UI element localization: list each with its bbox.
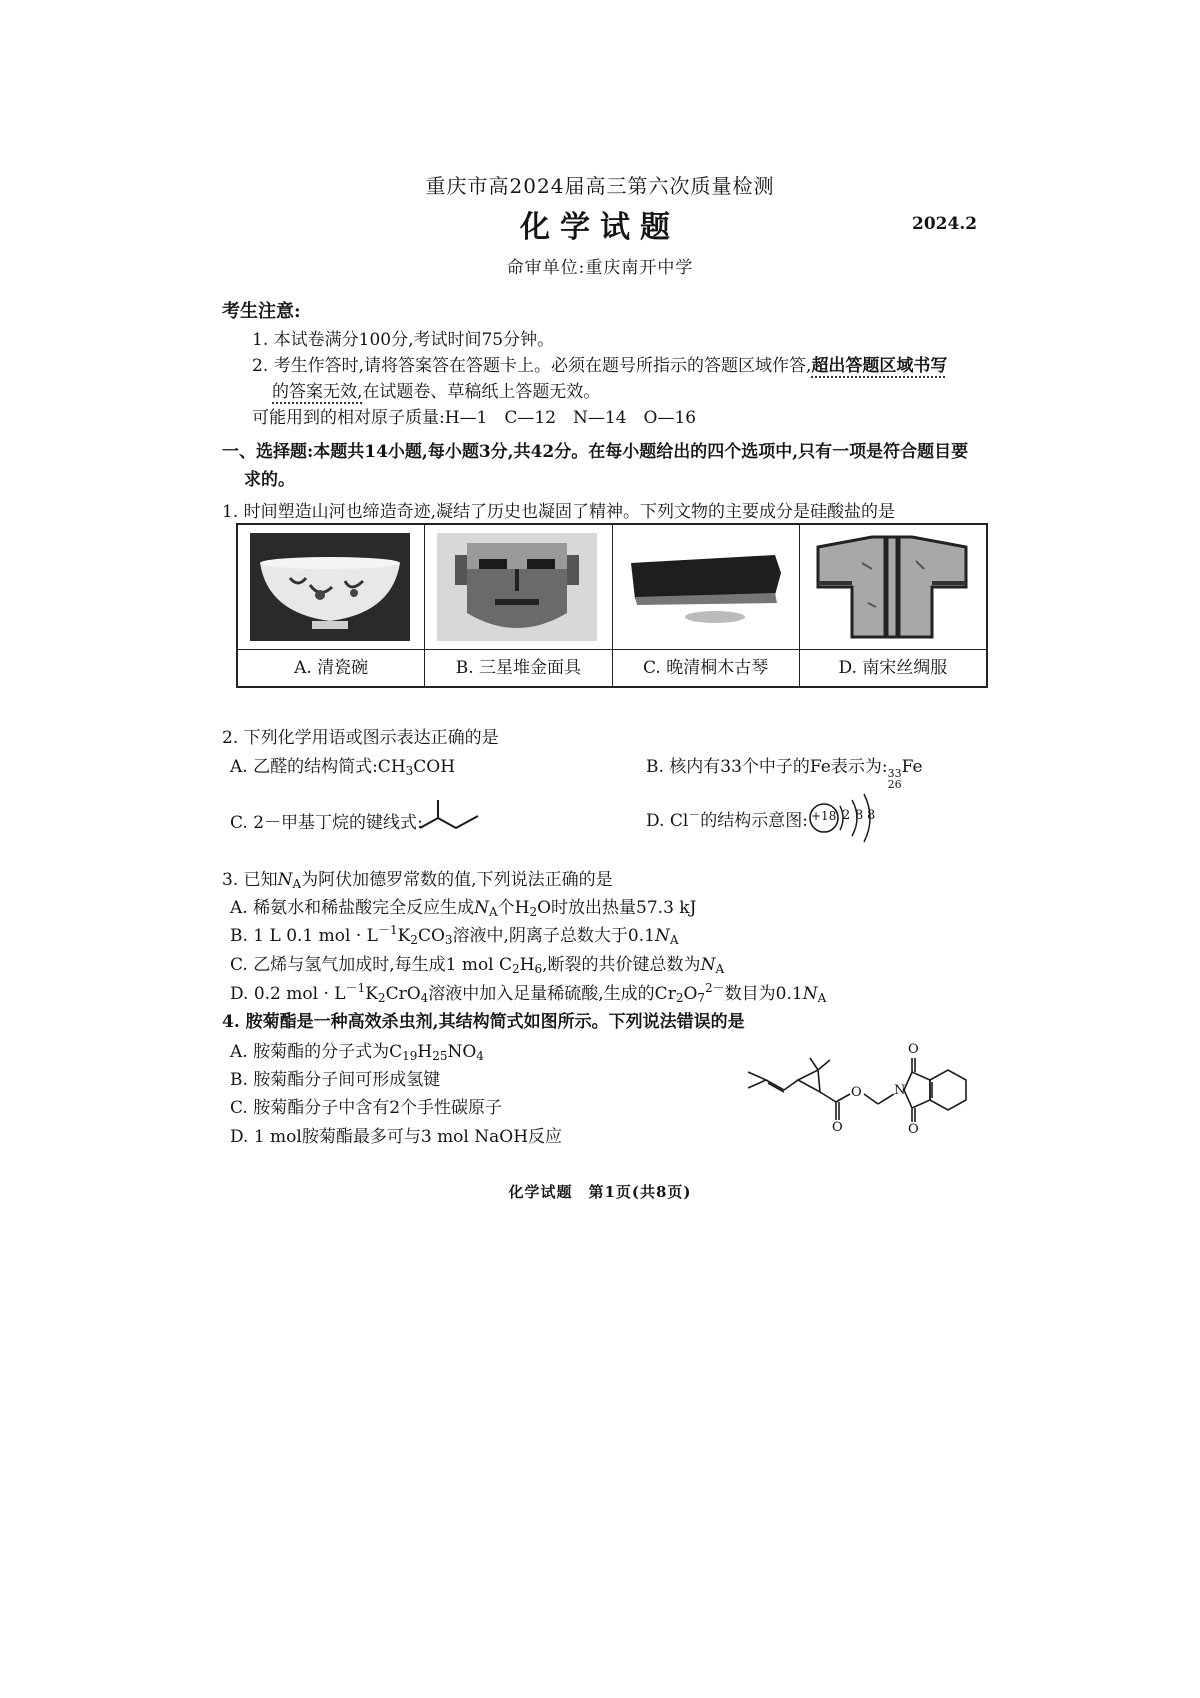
q2-stem: 2. 下列化学用语或图示表达正确的是 [222,728,499,748]
q3-c-na: N [700,955,716,975]
exam-heading: 重庆市高2024届高三第六次质量检测 [425,174,775,198]
tetramethrin-bonds [744,1040,994,1140]
q2-option-b [646,752,923,790]
chloride-ion-diagram [806,792,886,844]
relic-cell-d [800,525,986,686]
q4-option-a [230,1037,484,1063]
q3-b-sub2: 3 [444,933,453,947]
chloride-shell-3: 8 [867,808,876,823]
q3-d-sup2: 2－ [705,981,725,995]
notice-item-2d: 在试题卷、草稿纸上答题无效。 [362,382,601,402]
q3-a-sub: 2 [529,905,538,919]
atom-ester-o: O [851,1085,862,1100]
q3-d-1: D. 0.2 mol · L [230,984,346,1004]
q3-c-2: H [519,955,535,975]
q3-stem-na: N [277,870,293,890]
q2-b-nuclide [888,768,902,790]
notice-item-2a: 2. 考生作答时,请将答案答在答题卡上。必须在题号所指示的答题区域作答, [252,356,812,376]
issuing-unit: 命审单位:重庆南开中学 [506,258,694,278]
q2-a-sub: 3 [405,764,414,778]
q3-d-sub3: 2 [675,991,684,1005]
chloride-nucleus: +18 [811,809,837,823]
q3-c-1: C. 乙烯与氢气加成时,每生成1 mol C [230,955,513,975]
q3-d-na: N [802,984,818,1004]
q3-d-sub2: 4 [420,991,429,1005]
q3-d-na-sub: A [817,991,827,1005]
q4-option-d: D. 1 mol胺菊酯最多可与3 mol NaOH反应 [230,1127,563,1147]
q3-option-c [230,950,724,976]
relic-cell-a [238,525,425,686]
q2-option-c: C. 2－甲基丁烷的键线式: [230,813,423,833]
q4-option-c: C. 胺菊酯分子中含有2个手性碳原子 [230,1098,503,1118]
notice-item-2b: 超出答题区域书写 [811,356,948,376]
q2-d-sup: － [688,808,701,822]
q3-c-sub1: 2 [512,962,520,976]
q3-a-2: 个H [497,898,530,918]
porcelain-bowl-image [250,533,410,641]
atom-imide-o-top: O [908,1042,919,1057]
q3-d-sub4: 7 [697,991,706,1005]
q3-d-4: 溶液中加入足量稀硫酸,生成的Cr [428,984,676,1004]
q1-stem: 1. 时间塑造山河也缔造奇迹,凝结了历史也凝固了精神。下列文物的主要成分是硅酸盐的是 [222,502,896,522]
q2-option-a [230,752,455,778]
q4-a-2: H [417,1042,433,1062]
relics-table [236,523,988,688]
notice-item-2 [252,351,947,376]
q2-option-d [646,806,808,831]
q3-stem-a: 3. 已知 [222,870,278,890]
notice-item-2-cont [272,377,600,402]
atom-imide-o-bottom: O [908,1122,919,1137]
exam-date: 2024.2 [912,214,978,234]
q4-option-b: B. 胺菊酯分子间可形成氢键 [230,1070,441,1090]
q3-d-sub1: 2 [377,991,386,1005]
q3-c-sub2: 6 [534,962,543,976]
q3-a-na-sub: A [488,905,498,919]
q3-d-3: CrO [385,984,421,1004]
relic-label-a: A. 清瓷碗 [238,649,424,686]
relic-label-b: B. 三星堆金面具 [425,649,611,686]
subject-title: 化学试题 [520,210,680,245]
tetramethrin-structure [744,1040,994,1140]
atom-carbonyl-o: O [832,1120,843,1135]
silk-robe-image [812,533,972,641]
q3-stem-na-sub: A [292,877,302,891]
q3-a-1: A. 稀氨水和稀盐酸完全反应生成 [230,898,475,918]
notice-item-1: 1. 本试卷满分100分,考试时间75分钟。 [252,330,555,350]
atom-imide-n: N [894,1083,906,1098]
q4-a-s3: 4 [476,1049,484,1063]
q4-a-1: A. 胺菊酯的分子式为C [230,1042,403,1062]
q3-stem [222,865,613,891]
relic-label-d: D. 南宋丝绸服 [800,649,986,686]
q2-b-mass: 33 [887,767,902,780]
q3-b-3: CO [417,926,445,946]
methylbutane-skeletal-formula [416,798,482,834]
q4-a-3: NO [447,1042,477,1062]
q4-stem: 4. 胺菊酯是一种高效杀虫剂,其结构简式如图所示。下列说法错误的是 [222,1012,745,1032]
notice-title: 考生注意: [222,301,301,322]
q2-b-symbol: Fe [901,757,923,777]
chloride-shell-2: 8 [855,808,864,823]
q4-a-s2: 25 [432,1049,448,1063]
relic-label-c: C. 晚清桐木古琴 [613,649,799,686]
notice-item-2c: 的答案无效, [272,382,363,402]
q2-b-text: B. 核内有33个中子的Fe表示为: [646,757,888,777]
atomic-masses: 可能用到的相对原子质量:H—1 C—12 N—14 O—16 [252,408,697,428]
q4-a-s1: 19 [402,1049,418,1063]
q3-b-4: 溶液中,阴离子总数大于0.1 [452,926,655,946]
q3-b-sub1: 2 [410,933,418,947]
q2-d-text: D. Cl [646,811,689,831]
q3-b-na: N [654,926,670,946]
q2-a-text: A. 乙醛的结构简式:CH [230,757,406,777]
q2-b-atomic: 26 [887,778,902,791]
q2-a-tail: COH [413,757,456,777]
guqin-image [625,533,785,641]
q3-b-sup: －1 [377,923,398,937]
q3-option-a [230,893,696,919]
q3-d-2: K [365,984,378,1004]
page-footer: 化学试题 第1页(共8页) [508,1183,692,1201]
q3-a-3: O时放出热量57.3 kJ [537,898,697,918]
q2-d-tail: 的结构示意图: [700,811,809,831]
q3-b-2: K [397,926,411,946]
q3-b-1: B. 1 L 0.1 mol · L [230,926,378,946]
section-1-instructions-cont: 求的。 [244,470,295,490]
q3-option-d [230,979,826,1005]
q3-d-5: O [683,984,698,1004]
relic-cell-b [425,525,612,686]
q3-d-sup: －1 [345,981,366,995]
q3-c-3: ,断裂的共价键总数为 [542,955,701,975]
q3-d-6: 数目为0.1 [724,984,803,1004]
relic-cell-c [613,525,800,686]
q3-stem-b: 为阿伏加德罗常数的值,下列说法正确的是 [301,870,613,890]
q3-a-na: N [474,898,489,918]
section-1-instructions: 一、选择题:本题共14小题,每小题3分,共42分。在每小题给出的四个选项中,只有一项是符合题目要 [222,442,969,462]
q3-option-b [230,921,679,947]
q3-c-na-sub: A [715,962,725,976]
gold-mask-image [437,533,597,641]
chloride-shell-1: 2 [842,808,851,823]
q3-b-na-sub: A [669,933,679,947]
